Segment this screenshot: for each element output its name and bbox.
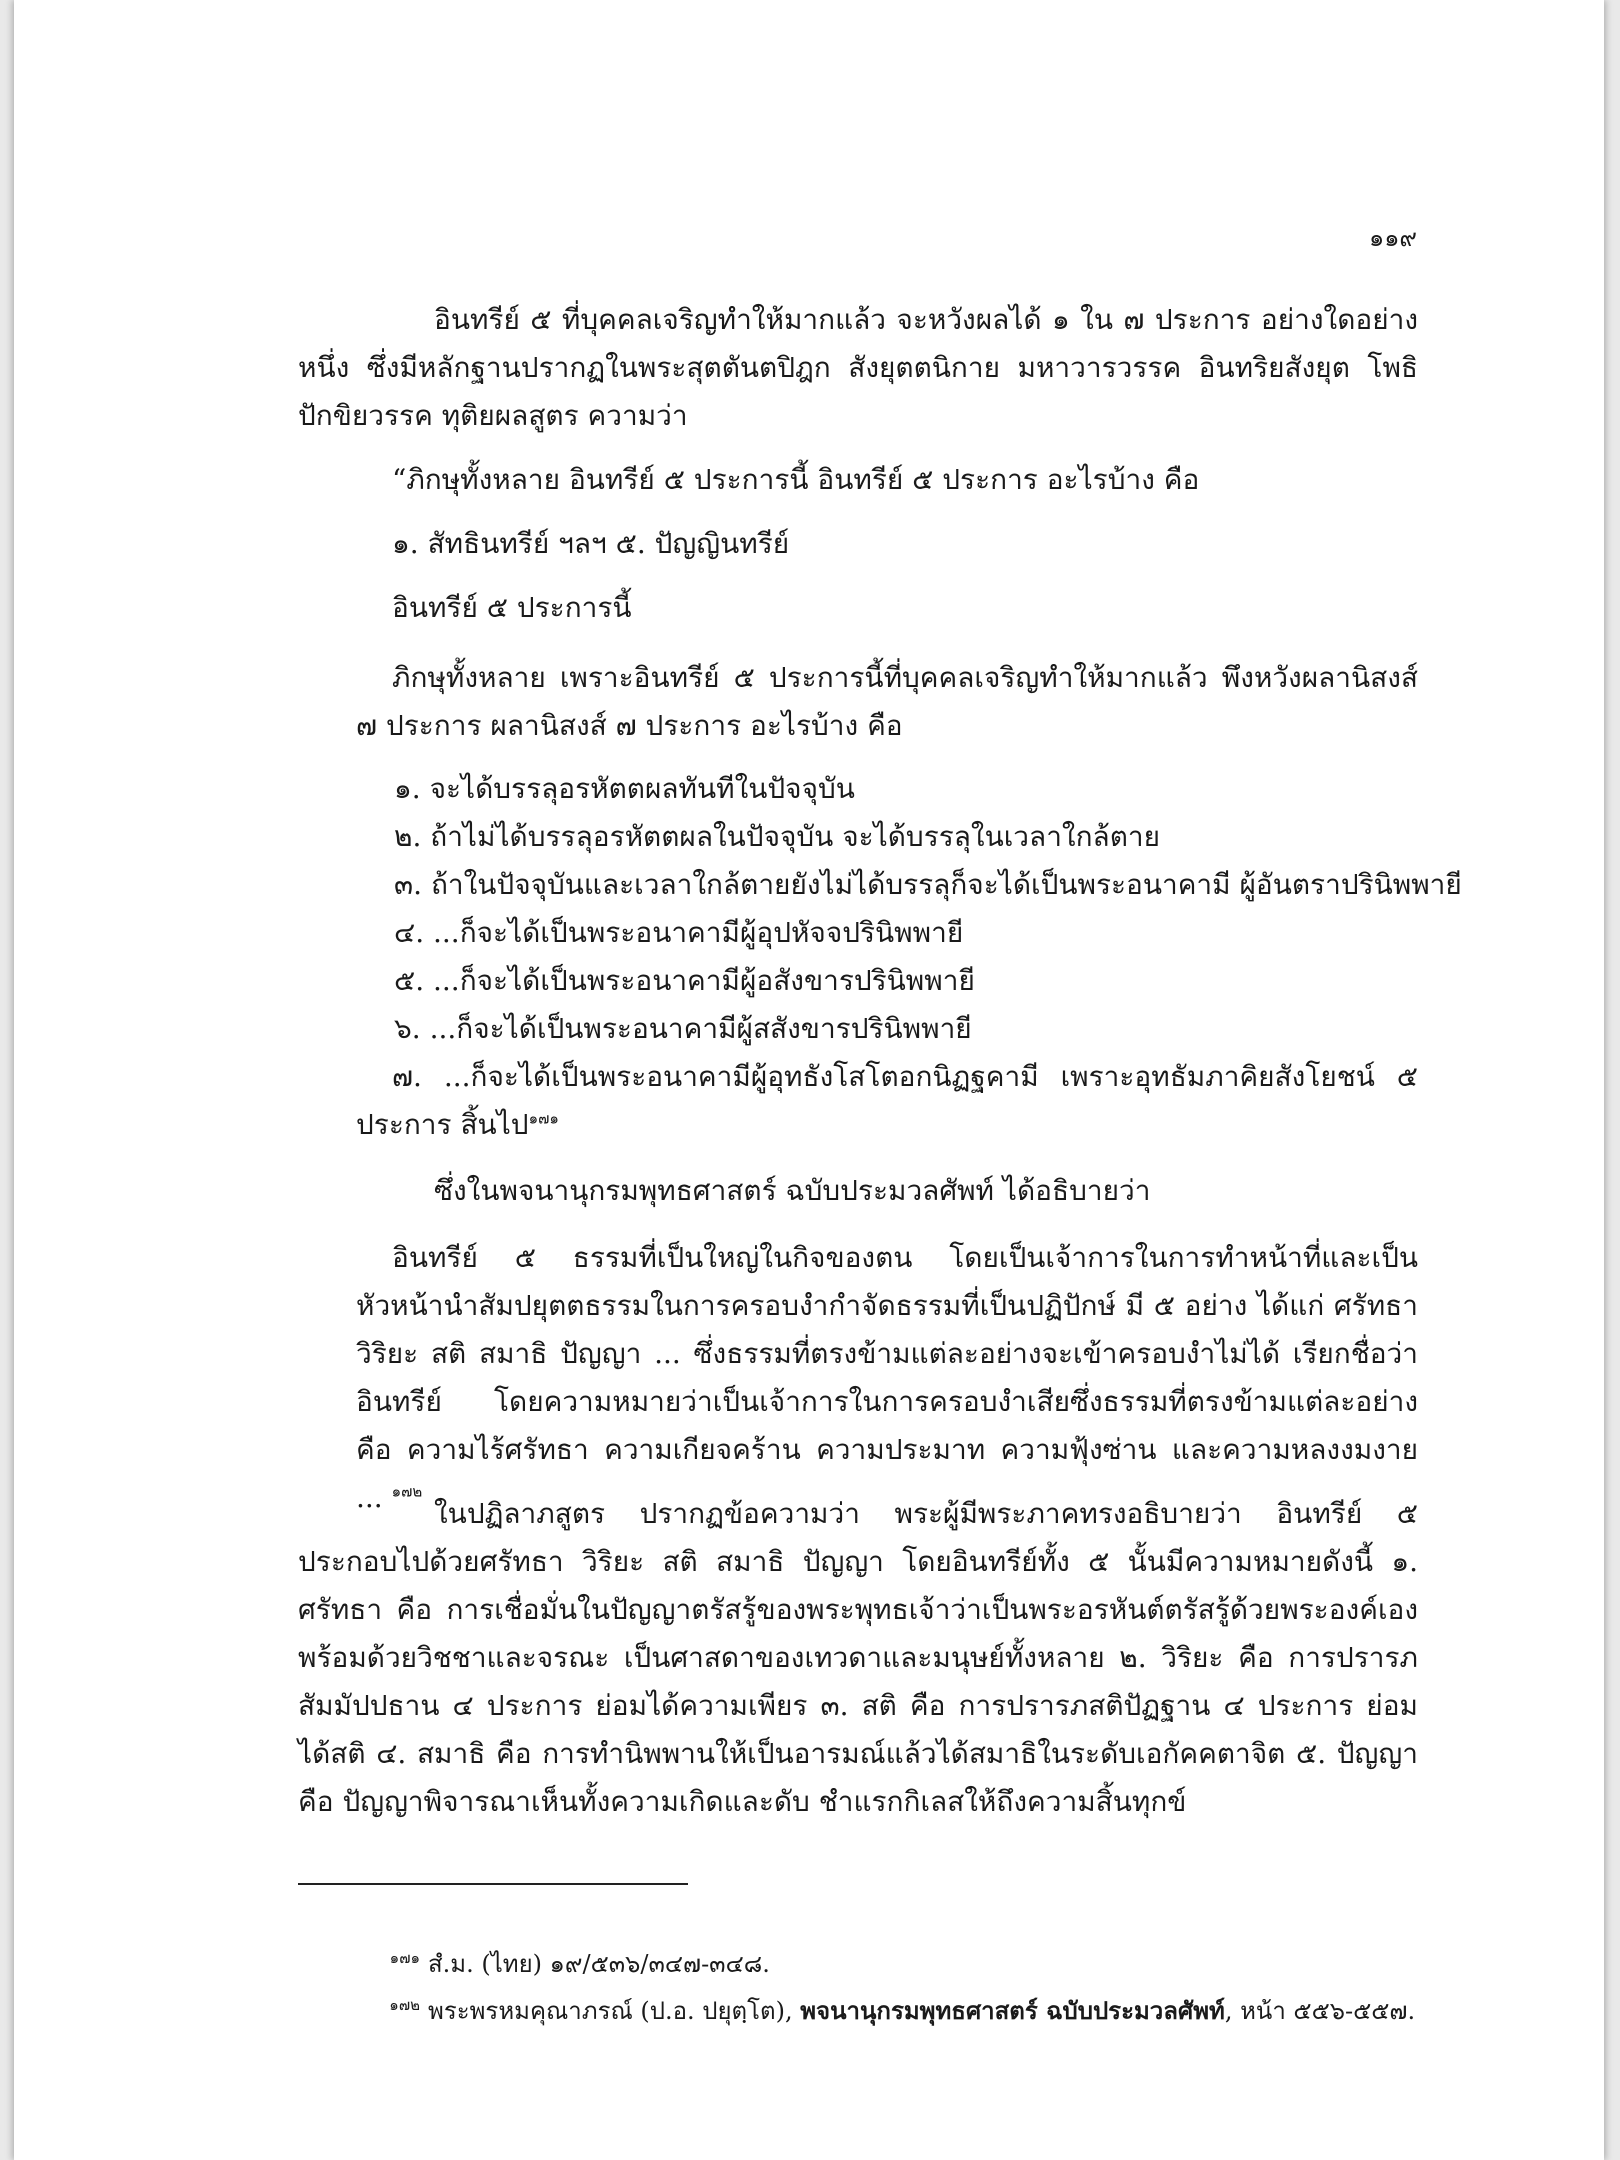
list-item-7: ๗. ...ก็จะได้เป็นพระอนาคามีผู้อุทธังโสโตอกนิฏฐคามี เพราะอุทธัมภาคิยสังโยชน์ ๕ ประการ สิ้นไป$^{๑๗๑}$ [356, 1060, 1418, 1141]
list-item: ๕. ...ก็จะได้เป็นพระอนาคามีผู้อสังขารปรินิพพายี [394, 964, 975, 997]
page-shadow-right [1604, 0, 1620, 2160]
quote-intro: “ภิกษุทั้งหลาย อินทรีย์ ๕ ประการนี้ อินทรีย์ ๕ ประการ อะไรบ้าง คือ [392, 463, 1200, 496]
footnote-172: $^{๑๗๒}$ พระพรหมคุณาภรณ์ (ป.อ. ปยุตฺโต), พจนานุกรมพุทธศาสตร์ ฉบับประมวลศัพท์, หน้า ๕๕๖-๕๕๗. [389, 1996, 1416, 2025]
paragraph-dictionary-intro: ซึ่งในพจนานุกรมพุทธศาสตร์ ฉบับประมวลศัพท์ ได้อธิบายว่า [434, 1174, 1151, 1207]
paragraph-intro: อินทรีย์ ๕ ที่บุคคลเจริญทำให้มากแล้ว จะหวังผลได้ ๑ ใน ๗ ประการ อย่างใดอย่างหนึ่ง ซึ่งมีหลักฐานปรากฏในพระสุตตันตปิฎก สังยุตตนิกาย มหาวารวรรค อินทริยสังยุต โพธิปักขิยวรรค ทุติยผลสูตร ความว่า [298, 303, 1418, 432]
footnote-171: $^{๑๗๑}$ สํ.ม. (ไทย) ๑๙/๕๓๖/๓๔๗-๓๔๘. [389, 1949, 770, 1978]
quote-line-1: ๑. สัทธินทรีย์ ฯลฯ ๕. ปัญญินทรีย์ [392, 527, 790, 560]
list-item: ๒. ถ้าไม่ได้บรรลุอรหัตตผลในปัจจุบัน จะได้บรรลุในเวลาใกล้ตาย [394, 820, 1161, 853]
footnote-separator [298, 1883, 688, 1885]
list-item: ๔. ...ก็จะได้เป็นพระอนาคามีผู้อุปหัจจปรินิพพายี [394, 916, 964, 949]
dictionary-quote: อินทรีย์ ๕ ธรรมที่เป็นใหญ่ในกิจของตน โดยเป็นเจ้าการในการทำหน้าที่และเป็นหัวหน้านำสัมปยุตตธรรมในการครอบงำกำจัดธรรมที่เป็นปฏิปักษ์ มี ๕ อย่าง ได้แก่ ศรัทธา วิริยะ สติ สมาธิ ปัญญา ... ซึ่งธรรมที่ตรงข้ามแต่ละอย่างจะเข้าครอบงำไม่ได้ เรียกชื่อว่า อินทรีย์ โดยความหมายว่าเป็นเจ้าการในการครอบงำเสียซึ่งธรรมที่ตรงข้ามแต่ละอย่าง คือ ความไร้ศรัทธา ความเกียจคร้าน ความประมาท ความฟุ้งซ่าน และความหลงงมงาย ... $^{๑๗๒}$ [356, 1241, 1418, 1514]
list-item: ๖. ...ก็จะได้เป็นพระอนาคามีผู้สสังขารปรินิพพายี [394, 1012, 972, 1045]
quote-line-2: อินทรีย์ ๕ ประการนี้ [392, 591, 632, 624]
list-item: ๑. จะได้บรรลุอรหัตตผลทันทีในปัจจุบัน [394, 772, 855, 805]
footnote-ref: ๑๗๑ [528, 1109, 559, 1128]
list-item: ๓. ถ้าในปัจจุบันและเวลาใกล้ตายยังไม่ได้บรรลุก็จะได้เป็นพระอนาคามี ผู้อันตราปรินิพพายี [394, 868, 1462, 901]
paragraph-patilabha: ในปฏิลาภสูตร ปรากฏข้อความว่า พระผู้มีพระภาคทรงอธิบายว่า อินทรีย์ ๕ ประกอบไปด้วยศรัทธา วิริยะ สติ สมาธิ ปัญญา โดยอินทรีย์ทั้ง ๕ นั้นมีความหมายดังนี้ ๑. ศรัทธา คือ การเชื่อมั่นในปัญญาตรัสรู้ของพระพุทธเจ้าว่าเป็นพระอรหันต์ตรัสรู้ด้วยพระองค์เอง พร้อมด้วยวิชชาและจรณะ เป็นศาสดาของเทวดาและมนุษย์ทั้งหลาย ๒. วิริยะ คือ การปรารภสัมมัปปธาน ๔ ประการ ย่อมได้ความเพียร ๓. สติ คือ การปรารภสติปัฏฐาน ๔ ประการ ย่อมได้สติ ๔. สมาธิ คือ การทำนิพพานให้เป็นอารมณ์แล้วได้สมาธิในระดับเอกัคคตาจิต ๕. ปัญญา คือ ปัญญาพิจารณาเห็นทั้งความเกิดและดับ ชำแรกกิเลสให้ถึงความสิ้นทุกข์ [298, 1497, 1418, 1818]
page-shadow-left [0, 0, 14, 2160]
quote-paragraph: ภิกษุทั้งหลาย เพราะอินทรีย์ ๕ ประการนี้ที่บุคคลเจริญทำให้มากแล้ว พึงหวังผลานิสงส์ ๗ ประการ ผลานิสงส์ ๗ ประการ อะไรบ้าง คือ [356, 661, 1418, 742]
footnote-ref: ๑๗๒ [391, 1482, 423, 1501]
page-number: ๑๑๙ [1368, 224, 1417, 252]
